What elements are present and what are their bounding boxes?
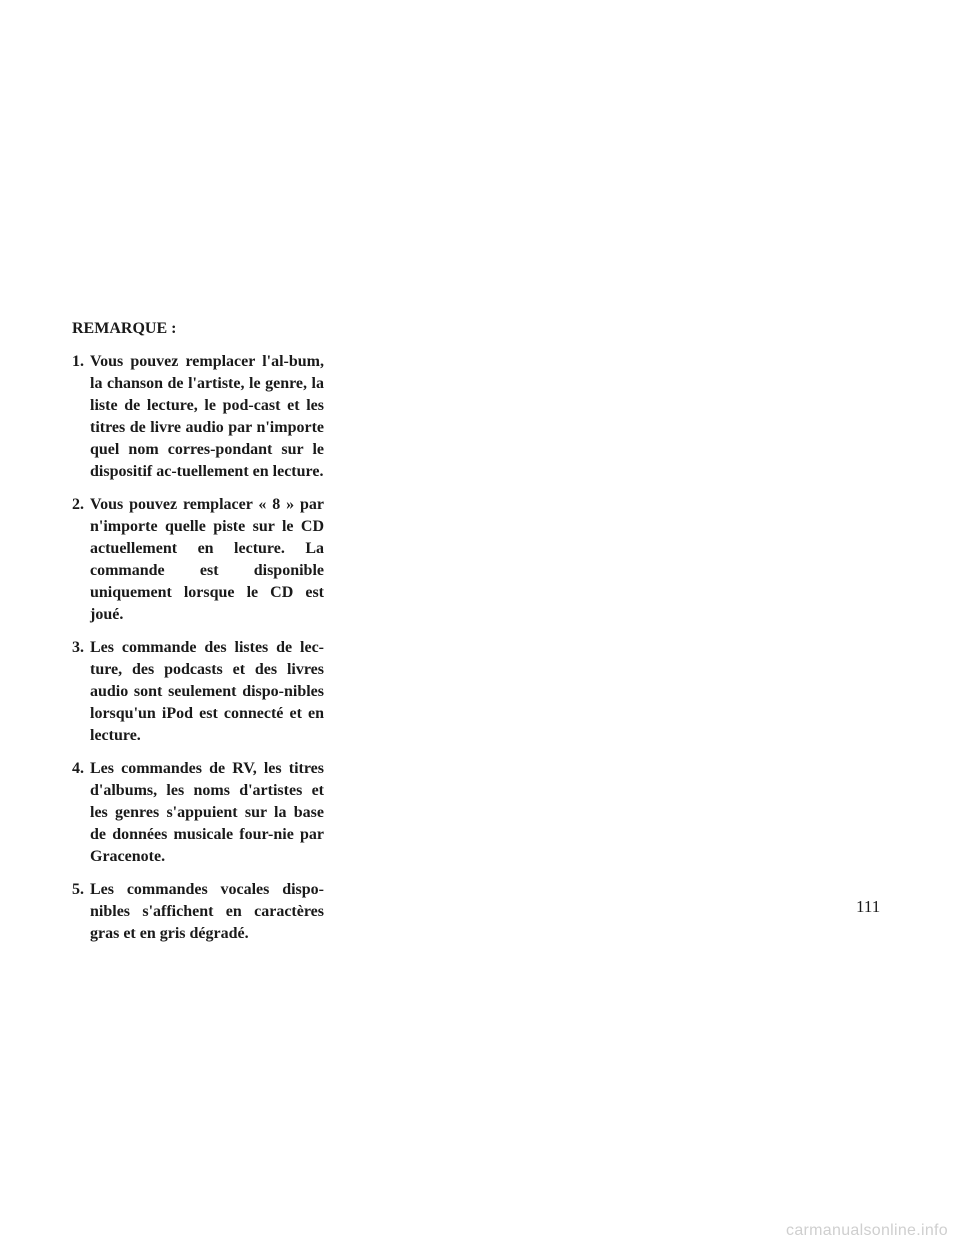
note-number: 4.: [72, 760, 84, 777]
note-text: Vous pouvez remplacer « 8 » par n'importe quelle piste sur le CD actuellement en lecture. La commande est disponible uniquement lorsque le CD est joué.: [90, 496, 324, 623]
note-text: Les commandes de RV, les titres d'albums, les noms d'artistes et les genres s'appuient sur la base de données musicale four-nie par Gracenote.: [90, 760, 324, 865]
note-text: Vous pouvez remplacer l'al-bum, la chanson de l'artiste, le genre, la liste de lecture, le pod-cast et les titres de livre audio par n'importe quel nom corres-pondant sur le dispositif ac-tuellement en lecture.: [90, 353, 324, 480]
note-list: [72, 351, 324, 945]
page-number: 111: [856, 897, 881, 916]
note-item-2: [72, 494, 324, 626]
note-item-3: [72, 637, 324, 747]
note-item-1: [72, 351, 324, 483]
note-item-5: [72, 879, 324, 945]
note-text: Les commandes vocales dispo-nibles s'affichent en caractères gras et en gris dégradé.: [90, 881, 324, 942]
note-item-4: [72, 758, 324, 868]
note-number: 2.: [72, 496, 84, 513]
note-section: [72, 318, 324, 956]
note-number: 1.: [72, 353, 84, 370]
note-number: 5.: [72, 881, 84, 898]
note-number: 3.: [72, 639, 84, 656]
note-text: Les commande des listes de lec-ture, des podcasts et des livres audio sont seulement dispo-nibles lorsqu'un iPod est connecté et en lecture.: [90, 639, 324, 744]
watermark: carmanualsonline.info: [786, 1222, 948, 1239]
note-heading: REMARQUE :: [72, 320, 177, 337]
